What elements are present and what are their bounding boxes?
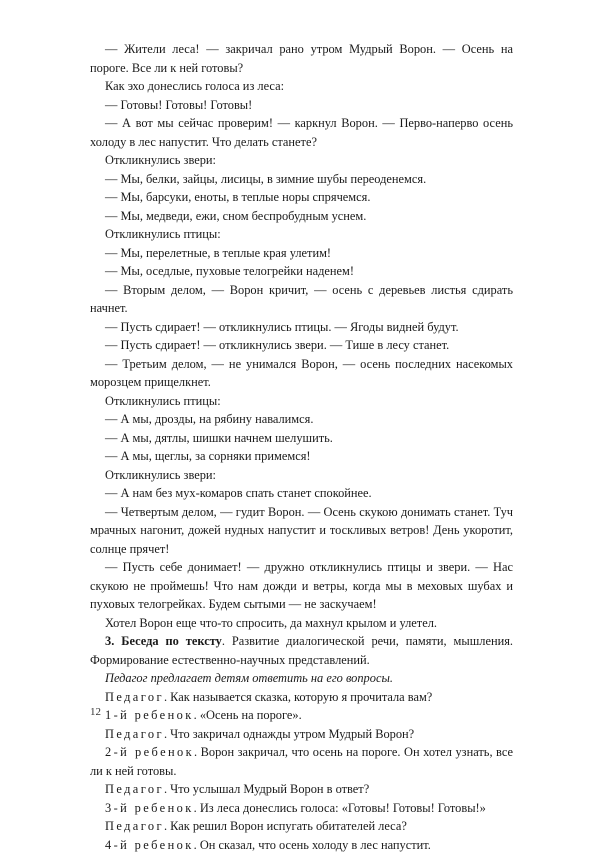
story-paragraph: — Пусть сдирает! — откликнулись звери. — Тише в лесу станет.	[90, 336, 513, 355]
story-paragraph: — Готовы! Готовы! Готовы!	[90, 96, 513, 115]
story-paragraph: — А мы, дрозды, на рябину навалимся.	[90, 410, 513, 429]
story-paragraph: — Вторым делом, — Ворон кричит, — осень с деревьев листья сдирать начнет.	[90, 281, 513, 318]
dialogue-line	[90, 780, 513, 799]
story-paragraph: — Пусть сдирает! — откликнулись птицы. — Ягоды видней будут.	[90, 318, 513, 337]
section-title: 3. Беседа по тексту	[105, 634, 222, 648]
dialogue-line	[90, 688, 513, 707]
story-paragraph: — Мы, белки, зайцы, лисицы, в зимние шубы переоденемся.	[90, 170, 513, 189]
story-paragraph: — А вот мы сейчас проверим! — каркнул Ворон. — Перво-наперво осень холоду в лес напустит. Что делать станете?	[90, 114, 513, 151]
dialogue-text: . Как называется сказка, которую я прочитала вам?	[164, 690, 432, 704]
dialogue-line	[90, 743, 513, 780]
dialogue-speaker: Педагог	[105, 727, 164, 741]
dialogue-speaker: 3-й ребенок	[105, 801, 194, 815]
story-paragraph: — Третьим делом, — не унимался Ворон, — осень последних насекомых морозцем прищелкнет.	[90, 355, 513, 392]
story-paragraph: Откликнулись звери:	[90, 151, 513, 170]
story-paragraph: — А нам без мух-комаров спать станет спокойнее.	[90, 484, 513, 503]
dialogue-text: . Из леса донеслись голоса: «Готовы! Готовы! Готовы!»	[194, 801, 486, 815]
story-paragraph: Откликнулись птицы:	[90, 225, 513, 244]
story-paragraph: — Мы, барсуки, еноты, в теплые норы спрячемся.	[90, 188, 513, 207]
dialogue-speaker: 2-й ребенок	[105, 745, 194, 759]
dialogue-speaker: Педагог	[105, 782, 164, 796]
dialogue-text: . «Осень на пороге».	[194, 708, 302, 722]
dialogue-text: . Что услышал Мудрый Ворон в ответ?	[164, 782, 369, 796]
section-description: . Развитие диалогической речи, памяти, мышления. Формирование естественно-научных представлений.	[90, 634, 513, 667]
section-heading-paragraph	[90, 632, 513, 669]
dialogue-text: . Как решил Ворон испугать обитателей леса?	[164, 819, 407, 833]
story-paragraph: — А мы, дятлы, шишки начнем шелушить.	[90, 429, 513, 448]
dialogue-line	[90, 725, 513, 744]
story-paragraph: — Мы, оседлые, пуховые телогрейки наденем!	[90, 262, 513, 281]
story-paragraph: Откликнулись звери:	[90, 466, 513, 485]
dialogue-text: . Что закричал однажды утром Мудрый Ворон?	[164, 727, 414, 741]
dialogue-speaker: 1-й ребенок	[105, 708, 194, 722]
story-paragraph: — Жители леса! — закричал рано утром Мудрый Ворон. — Осень на пороге. Все ли к ней готовы?	[90, 40, 513, 77]
story-paragraph: — Пусть себе донимает! — дружно откликнулись птицы и звери. — Нас скукою не проймешь! Что нам дожди и ветры, когда мы в меховых шубах и пуховых телогрейках. Будем сытыми — не заскучаем!	[90, 558, 513, 614]
dialogue-text: . Он сказал, что осень холоду в лес напустит.	[194, 838, 431, 852]
story-paragraph: — Четвертым делом, — гудит Ворон. — Осень скукою донимать станет. Туч мрачных нагонит, дожей нудных напустит и тоскливых ветров! День укоротит, солнце прячет!	[90, 503, 513, 559]
dialogue-line	[90, 817, 513, 836]
dialogue-speaker: Педагог	[105, 819, 164, 833]
dialogue-line	[90, 706, 513, 725]
dialogue-line	[90, 836, 513, 854]
dialogue-line	[90, 799, 513, 818]
story-paragraph: Как эхо донеслись голоса из леса:	[90, 77, 513, 96]
story-paragraph: — Мы, медведи, ежи, сном беспробудным уснем.	[90, 207, 513, 226]
story-paragraph: Хотел Ворон еще что-то спросить, да махнул крылом и улетел.	[90, 614, 513, 633]
story-paragraph: — А мы, щеглы, за сорняки примемся!	[90, 447, 513, 466]
page-number: 12	[90, 706, 101, 718]
story-paragraph: — Мы, перелетные, в теплые края улетим!	[90, 244, 513, 263]
dialogue-speaker: 4-й ребенок	[105, 838, 194, 852]
section-instruction: Педагог предлагает детям ответить на его вопросы.	[90, 669, 513, 688]
page-body	[90, 40, 513, 854]
dialogue-text: . Ворон закричал, что осень на пороге. Он хотел узнать, все ли к ней готовы.	[90, 745, 513, 778]
story-paragraph: Откликнулись птицы:	[90, 392, 513, 411]
dialogue-speaker: Педагог	[105, 690, 164, 704]
